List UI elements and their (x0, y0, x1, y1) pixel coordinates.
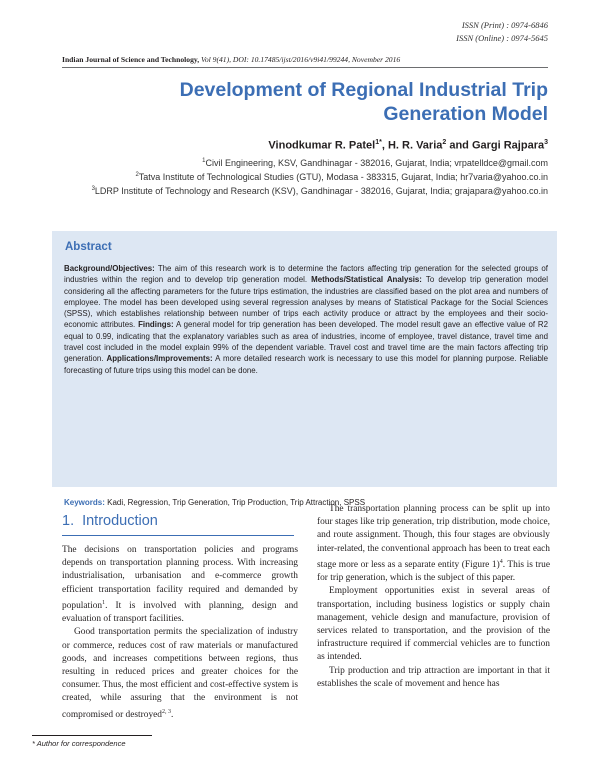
author-sup: 1* (375, 139, 382, 146)
section-heading (62, 513, 158, 529)
paragraph (62, 626, 298, 722)
author-sup: 3 (544, 139, 548, 146)
paragraph (317, 503, 550, 585)
paragraph-text: The decisions on transportation policies and programs depends on transportation planning process. With increasing industrialisation, urbanisation and e-commerce growth efficient transportation facility required and demanded by population (62, 545, 298, 611)
keywords-label: Keywords: (64, 498, 105, 507)
section-title: Introduction (82, 513, 158, 529)
author-name: Vinodkumar R. Patel (268, 139, 376, 152)
paragraph: Employment opportunities exist in several areas of transportation, including business logistics or supply chain management, vehicle design and manufacture, provision of services related to transportation, and the provision of the infrastructure required if commercial vehicles are to function as intended. (317, 586, 550, 663)
affiliation (135, 172, 548, 182)
citation: 2, 3 (161, 708, 171, 715)
footnote: * Author for correspondence (32, 739, 126, 748)
left-column (62, 544, 298, 722)
abstract-heading: Abstract (65, 241, 112, 253)
author-separator: and (446, 139, 472, 152)
author-name: Gargi Rajpara (471, 139, 545, 152)
abstract-text-findings: A general model for trip generation has been developed. The model result gave an effective value of R2 equal to 0.99, indicating that the explanatory variables such as area of industries, income of employee, travel distance, travel time and travel cost included in the model explain 99% of the dependent variable. Travel cost and travel time are the main factors affecting trip generation. (64, 320, 548, 364)
footnote-divider (32, 735, 152, 736)
abstract-label-applications: Applications/Improvements: (106, 354, 213, 364)
paragraph: Trip production and trip attraction are important in that it establishes the scale of movement and hence has (317, 665, 550, 689)
journal-name: Indian Journal of Science and Technology, (62, 55, 200, 64)
author-name: H. R. Varia (387, 139, 443, 152)
abstract-label-findings: Findings: (138, 320, 174, 330)
abstract-label-background: Background/Objectives: (64, 264, 155, 273)
author-list (268, 139, 548, 152)
paper-title: Development of Regional Industrial Trip Generation Model (179, 79, 548, 125)
header-divider (62, 67, 548, 68)
author-separator: , (381, 139, 388, 152)
paragraph-text: . (170, 709, 174, 720)
affiliation-sup: 3 (91, 186, 95, 192)
citation: 4 (499, 558, 503, 565)
abstract-label-methods: Methods/Statistical Analysis: (311, 275, 422, 285)
paragraph (62, 544, 298, 626)
issn-print: ISSN (Print) : 0974-6846 (461, 20, 548, 30)
paragraph-text: The transportation planning process can be split up into four stages like trip generation, trip distribution, mode choice, and route assignment. Though, this four stages are obviously inter-related, the conventional approach has been to treat each stage more or less as a separate entity (Figure 1) (317, 504, 550, 570)
abstract-text-methods: To develop trip generation model considering all the affecting parameters for the future trips estimation, the industries are classified based on the plot area and numbers of employee. The model has been developed using several regression analyses by means of Statistical Package for the Social Sciences (SPSS), which establishes relationship between number of trips each activity produce or attract by the employees and their socio-economic attributes. (64, 275, 548, 330)
paragraph-text: . It is involved with planning, design and evaluation of transport facilities. (62, 600, 298, 625)
citation: 1 (102, 599, 106, 606)
affiliation-text: Tatva Institute of Technological Studies (GTU), Modasa - 383315, Gujarat, India; hr7varia@yahoo.co.in (138, 172, 548, 182)
section-number: 1. (62, 513, 75, 529)
paragraph-text: Good transportation permits the specialization of industry or commerce, reduces cost of raw materials or manufactured goods, and increases competitions between regions, thus resulting in reduced prices and greater choices for the consumer. Thus, the most efficient and cost-effective system is created, while assuring that the environment is not compromised or destroyed (62, 627, 298, 720)
right-column (317, 503, 550, 691)
journal-citation-line (62, 55, 548, 64)
issn-online: ISSN (Online) : 0974-5645 (456, 33, 548, 43)
affiliation-sup: 1 (202, 158, 206, 164)
keywords-text: Kadi, Regression, Trip Generation, Trip Production, Trip Attraction, SPSS (104, 498, 366, 507)
journal-details: Vol 9(41), DOI: 10.17485/ijst/2016/v9i41/99244, November 2016 (199, 55, 401, 64)
section-underline (62, 535, 294, 536)
affiliation-text: LDRP Institute of Technology and Research (KSV), Gandhinagar - 382016, Gujarat, India; grajapara@yahoo.co.in (94, 186, 548, 196)
abstract-text-background: The aim of this research work is to determine the factors affecting trip generation for the selected groups of industries within the region and to develop trip generation model. (64, 264, 548, 285)
abstract-text-applications: A more detailed research work is necessary to use this model for planning purpose. Reliable forecasting of future trips using this model can be done. (64, 354, 549, 375)
abstract-body (64, 263, 548, 376)
author-sup: 2 (442, 139, 447, 146)
affiliation (92, 186, 548, 196)
paragraph-text: . This is true for trip generation, which is the subject of this paper. (317, 559, 550, 584)
affiliation (202, 158, 548, 168)
affiliation-sup: 2 (135, 172, 139, 178)
affiliation-text: Civil Engineering, KSV, Gandhinagar - 382016, Gujarat, India; vrpatelldce@gmail.com (205, 158, 548, 168)
